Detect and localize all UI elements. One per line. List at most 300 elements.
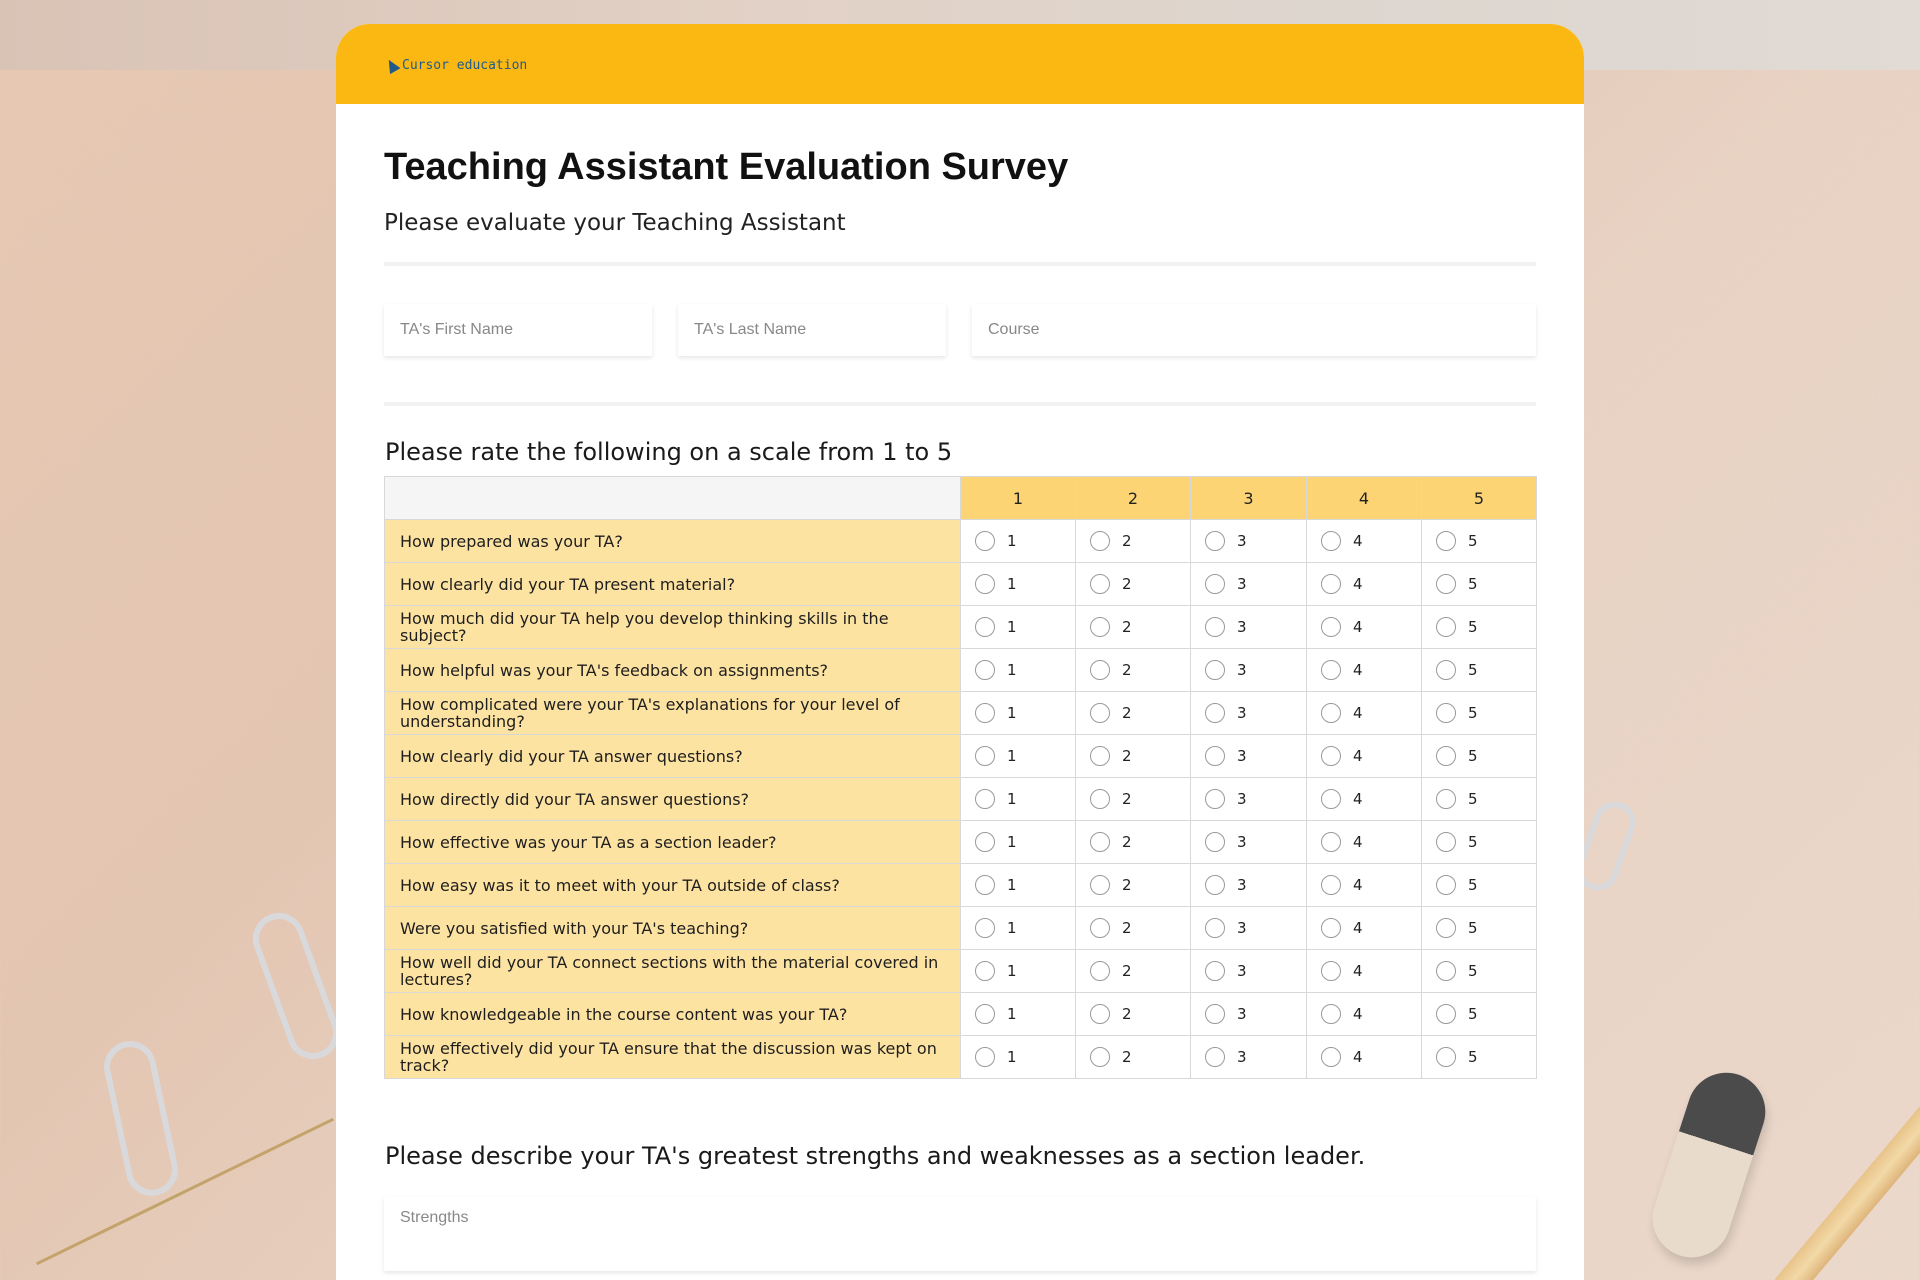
rating-option[interactable] (1076, 692, 1191, 735)
radio-option[interactable] (1307, 789, 1421, 809)
table-row (385, 778, 1537, 821)
rating-option[interactable] (961, 993, 1076, 1036)
radio-button[interactable] (975, 746, 995, 766)
radio-button[interactable] (1205, 875, 1225, 895)
radio-option[interactable] (1191, 1047, 1306, 1067)
radio-button[interactable] (1436, 617, 1456, 637)
course-placeholder: Course (988, 321, 1040, 338)
radio-option[interactable] (1422, 1004, 1536, 1024)
radio-option[interactable] (1191, 789, 1306, 809)
rating-option[interactable] (1422, 735, 1537, 778)
question-label: How well did your TA connect sections with the material covered in lectures? (385, 950, 961, 993)
rating-option[interactable] (1076, 606, 1191, 649)
radio-option[interactable] (1307, 1047, 1421, 1067)
rating-section-title: Please rate the following on a scale from 1 to 5 (385, 438, 953, 466)
radio-button[interactable] (1090, 574, 1110, 594)
radio-option[interactable] (1422, 918, 1536, 938)
radio-button[interactable] (1205, 746, 1225, 766)
question-label: How prepared was your TA? (385, 520, 961, 563)
radio-label: 5 (1468, 833, 1478, 851)
rating-option[interactable] (961, 907, 1076, 950)
radio-label: 5 (1468, 532, 1478, 550)
radio-button[interactable] (1321, 1004, 1341, 1024)
table-row (385, 649, 1537, 692)
radio-button[interactable] (1090, 832, 1110, 852)
radio-option[interactable] (1076, 1047, 1190, 1067)
radio-label: 1 (1007, 919, 1017, 937)
table-row (385, 1036, 1537, 1079)
radio-option[interactable] (961, 918, 1075, 938)
radio-option[interactable] (1076, 832, 1190, 852)
radio-option[interactable] (1191, 703, 1306, 723)
radio-label: 1 (1007, 575, 1017, 593)
eraser-icon (1643, 1063, 1776, 1268)
rating-option[interactable] (961, 606, 1076, 649)
radio-button[interactable] (1436, 918, 1456, 938)
rating-option[interactable] (1307, 950, 1422, 993)
radio-label: 1 (1007, 790, 1017, 808)
rating-option[interactable] (1422, 864, 1537, 907)
radio-label: 1 (1007, 1005, 1017, 1023)
radio-button[interactable] (1205, 531, 1225, 551)
radio-option[interactable] (1307, 574, 1421, 594)
radio-button[interactable] (1205, 1004, 1225, 1024)
rating-option[interactable] (1422, 1036, 1537, 1079)
radio-button[interactable] (975, 832, 995, 852)
radio-button[interactable] (975, 660, 995, 680)
rating-option[interactable] (1076, 821, 1191, 864)
radio-option[interactable] (1076, 918, 1190, 938)
radio-label: 3 (1237, 790, 1247, 808)
rating-option[interactable] (1076, 993, 1191, 1036)
radio-label: 5 (1468, 962, 1478, 980)
radio-option[interactable] (1191, 961, 1306, 981)
radio-label: 5 (1468, 919, 1478, 937)
rating-option[interactable] (1076, 1036, 1191, 1079)
radio-option[interactable] (961, 832, 1075, 852)
scale-header: 4 (1307, 477, 1422, 520)
question-label: How much did your TA help you develop thinking skills in the subject? (385, 606, 961, 649)
rating-option[interactable] (1307, 649, 1422, 692)
rating-option[interactable] (961, 692, 1076, 735)
table-row (385, 563, 1537, 606)
rating-option[interactable] (1191, 1036, 1307, 1079)
matrix-corner (385, 477, 961, 520)
radio-option[interactable] (1191, 875, 1306, 895)
radio-button[interactable] (1205, 617, 1225, 637)
table-row (385, 864, 1537, 907)
rating-option[interactable] (961, 520, 1076, 563)
radio-label: 2 (1122, 661, 1132, 679)
radio-button[interactable] (1436, 1047, 1456, 1067)
radio-label: 5 (1468, 661, 1478, 679)
rating-option[interactable] (1307, 606, 1422, 649)
radio-label: 2 (1122, 575, 1132, 593)
radio-button[interactable] (1436, 1004, 1456, 1024)
radio-label: 5 (1468, 876, 1478, 894)
rating-option[interactable] (1307, 778, 1422, 821)
rating-option[interactable] (1422, 950, 1537, 993)
radio-label: 3 (1237, 618, 1247, 636)
table-row (385, 735, 1537, 778)
radio-label: 1 (1007, 1048, 1017, 1066)
rating-option[interactable] (1307, 864, 1422, 907)
radio-option[interactable] (1076, 789, 1190, 809)
radio-option[interactable] (1191, 746, 1306, 766)
rating-option[interactable] (961, 649, 1076, 692)
radio-label: 5 (1468, 790, 1478, 808)
rating-option[interactable] (1422, 563, 1537, 606)
radio-button[interactable] (1205, 660, 1225, 680)
radio-label: 4 (1353, 618, 1363, 636)
rating-option[interactable] (1191, 864, 1307, 907)
radio-button[interactable] (975, 1004, 995, 1024)
radio-option[interactable] (1422, 660, 1536, 680)
radio-option[interactable] (961, 574, 1075, 594)
radio-option[interactable] (1422, 574, 1536, 594)
radio-option[interactable] (961, 1047, 1075, 1067)
radio-label: 5 (1468, 747, 1478, 765)
radio-label: 3 (1237, 919, 1247, 937)
pencil-icon (1773, 1090, 1920, 1280)
radio-option[interactable] (1307, 832, 1421, 852)
radio-button[interactable] (1090, 703, 1110, 723)
radio-label: 5 (1468, 575, 1478, 593)
scale-header: 2 (1076, 477, 1191, 520)
rating-option[interactable] (1307, 821, 1422, 864)
rating-option[interactable] (1422, 821, 1537, 864)
radio-label: 4 (1353, 790, 1363, 808)
radio-button[interactable] (975, 1047, 995, 1067)
radio-button[interactable] (1436, 574, 1456, 594)
rating-option[interactable] (1191, 907, 1307, 950)
radio-button[interactable] (1090, 1047, 1110, 1067)
question-label: How helpful was your TA's feedback on assignments? (385, 649, 961, 692)
rating-option[interactable] (1076, 778, 1191, 821)
rating-option[interactable] (1307, 692, 1422, 735)
scale-header: 1 (961, 477, 1076, 520)
rating-option[interactable] (1076, 649, 1191, 692)
rating-option[interactable] (1076, 520, 1191, 563)
radio-button[interactable] (1205, 918, 1225, 938)
radio-button[interactable] (1321, 875, 1341, 895)
radio-label: 1 (1007, 833, 1017, 851)
radio-label: 4 (1353, 962, 1363, 980)
page-subtitle: Please evaluate your Teaching Assistant (384, 210, 846, 236)
radio-button[interactable] (975, 531, 995, 551)
radio-button[interactable] (1205, 789, 1225, 809)
card-header (336, 24, 1584, 104)
radio-button[interactable] (1090, 1004, 1110, 1024)
radio-option[interactable] (1422, 746, 1536, 766)
radio-label: 3 (1237, 661, 1247, 679)
rating-option[interactable] (1191, 735, 1307, 778)
rating-option[interactable] (1422, 520, 1537, 563)
rating-option[interactable] (1076, 563, 1191, 606)
divider (384, 402, 1536, 406)
radio-option[interactable] (1422, 875, 1536, 895)
rating-option[interactable] (1076, 950, 1191, 993)
last-name-placeholder: TA's Last Name (694, 321, 807, 338)
radio-label: 5 (1468, 1048, 1478, 1066)
radio-button[interactable] (1205, 574, 1225, 594)
cursor-icon (384, 57, 401, 74)
radio-button[interactable] (1436, 660, 1456, 680)
radio-option[interactable] (1307, 746, 1421, 766)
rating-option[interactable] (1422, 907, 1537, 950)
radio-button[interactable] (975, 703, 995, 723)
radio-option[interactable] (1076, 1004, 1190, 1024)
radio-option[interactable] (961, 531, 1075, 551)
radio-label: 1 (1007, 618, 1017, 636)
rating-option[interactable] (1191, 649, 1307, 692)
radio-button[interactable] (1090, 531, 1110, 551)
radio-label: 1 (1007, 876, 1017, 894)
radio-button[interactable] (975, 574, 995, 594)
matrix-header-row (385, 477, 1537, 520)
radio-option[interactable] (961, 746, 1075, 766)
radio-button[interactable] (1436, 875, 1456, 895)
brand-name: Cursor education (402, 58, 528, 73)
rating-option[interactable] (1076, 864, 1191, 907)
rating-option[interactable] (1422, 692, 1537, 735)
radio-button[interactable] (1090, 961, 1110, 981)
radio-option[interactable] (1076, 961, 1190, 981)
question-label: How directly did your TA answer questions? (385, 778, 961, 821)
question-label: Were you satisfied with your TA's teaching? (385, 907, 961, 950)
radio-label: 2 (1122, 532, 1132, 550)
radio-label: 4 (1353, 575, 1363, 593)
table-row (385, 692, 1537, 735)
rating-option[interactable] (961, 950, 1076, 993)
radio-button[interactable] (1436, 832, 1456, 852)
radio-label: 3 (1237, 1048, 1247, 1066)
radio-option[interactable] (961, 961, 1075, 981)
radio-button[interactable] (1321, 617, 1341, 637)
radio-label: 2 (1122, 1048, 1132, 1066)
radio-button[interactable] (1090, 660, 1110, 680)
radio-button[interactable] (975, 918, 995, 938)
rating-matrix (384, 476, 1537, 1079)
radio-label: 4 (1353, 532, 1363, 550)
table-row (385, 821, 1537, 864)
radio-label: 3 (1237, 704, 1247, 722)
radio-label: 3 (1237, 833, 1247, 851)
radio-option[interactable] (1422, 832, 1536, 852)
radio-option[interactable] (1076, 574, 1190, 594)
radio-option[interactable] (1191, 617, 1306, 637)
rating-option[interactable] (1307, 520, 1422, 563)
radio-button[interactable] (1205, 961, 1225, 981)
rating-option[interactable] (1307, 1036, 1422, 1079)
radio-option[interactable] (1191, 660, 1306, 680)
radio-option[interactable] (961, 703, 1075, 723)
question-label: How effectively did your TA ensure that the discussion was kept on track? (385, 1036, 961, 1079)
radio-label: 4 (1353, 1005, 1363, 1023)
radio-button[interactable] (1090, 746, 1110, 766)
radio-option[interactable] (1422, 789, 1536, 809)
radio-option[interactable] (961, 875, 1075, 895)
radio-option[interactable] (1307, 961, 1421, 981)
radio-option[interactable] (1307, 660, 1421, 680)
rating-option[interactable] (1191, 993, 1307, 1036)
radio-button[interactable] (1321, 789, 1341, 809)
radio-button[interactable] (1321, 1047, 1341, 1067)
radio-option[interactable] (1307, 531, 1421, 551)
radio-label: 4 (1353, 876, 1363, 894)
radio-button[interactable] (1090, 789, 1110, 809)
radio-label: 1 (1007, 962, 1017, 980)
rating-option[interactable] (1191, 821, 1307, 864)
radio-option[interactable] (1422, 961, 1536, 981)
rating-option[interactable] (1191, 606, 1307, 649)
radio-label: 3 (1237, 876, 1247, 894)
rating-option[interactable] (961, 563, 1076, 606)
divider (384, 262, 1536, 266)
radio-option[interactable] (1191, 574, 1306, 594)
radio-button[interactable] (1205, 703, 1225, 723)
radio-button[interactable] (1090, 918, 1110, 938)
radio-button[interactable] (1205, 1047, 1225, 1067)
radio-option[interactable] (1191, 1004, 1306, 1024)
radio-button[interactable] (1321, 746, 1341, 766)
radio-option[interactable] (1307, 918, 1421, 938)
course-field[interactable] (972, 304, 1536, 356)
radio-option[interactable] (1307, 1004, 1421, 1024)
question-label: How knowledgeable in the course content was your TA? (385, 993, 961, 1036)
rating-option[interactable] (1191, 778, 1307, 821)
radio-label: 3 (1237, 747, 1247, 765)
ta-last-name-field[interactable] (678, 304, 946, 356)
radio-option[interactable] (1191, 832, 1306, 852)
radio-option[interactable] (1191, 531, 1306, 551)
rating-option[interactable] (961, 735, 1076, 778)
radio-label: 2 (1122, 1005, 1132, 1023)
radio-label: 2 (1122, 962, 1132, 980)
radio-label: 5 (1468, 1005, 1478, 1023)
radio-button[interactable] (1090, 617, 1110, 637)
radio-option[interactable] (1422, 1047, 1536, 1067)
radio-option[interactable] (1422, 617, 1536, 637)
radio-label: 1 (1007, 747, 1017, 765)
rating-option[interactable] (961, 778, 1076, 821)
radio-button[interactable] (1436, 703, 1456, 723)
radio-label: 3 (1237, 1005, 1247, 1023)
radio-button[interactable] (1321, 703, 1341, 723)
radio-button[interactable] (1205, 832, 1225, 852)
table-row (385, 520, 1537, 563)
rating-option[interactable] (1076, 735, 1191, 778)
radio-label: 1 (1007, 661, 1017, 679)
radio-button[interactable] (1321, 574, 1341, 594)
radio-label: 5 (1468, 704, 1478, 722)
rating-option[interactable] (1191, 950, 1307, 993)
radio-option[interactable] (1191, 918, 1306, 938)
radio-label: 1 (1007, 532, 1017, 550)
rating-option[interactable] (961, 821, 1076, 864)
radio-option[interactable] (1076, 660, 1190, 680)
radio-option[interactable] (961, 789, 1075, 809)
radio-option[interactable] (1076, 703, 1190, 723)
radio-button[interactable] (1436, 961, 1456, 981)
radio-label: 4 (1353, 1048, 1363, 1066)
radio-label: 5 (1468, 618, 1478, 636)
first-name-placeholder: TA's First Name (400, 321, 513, 338)
radio-option[interactable] (961, 1004, 1075, 1024)
strengths-section-title: Please describe your TA's greatest strengths and weaknesses as a section leader. (385, 1142, 1366, 1170)
rating-option[interactable] (1307, 563, 1422, 606)
radio-button[interactable] (1321, 531, 1341, 551)
rating-option[interactable] (1307, 907, 1422, 950)
radio-button[interactable] (1321, 660, 1341, 680)
radio-button[interactable] (1436, 531, 1456, 551)
radio-button[interactable] (975, 617, 995, 637)
decorative-stick (36, 1118, 334, 1265)
radio-option[interactable] (1307, 875, 1421, 895)
radio-button[interactable] (975, 789, 995, 809)
radio-button[interactable] (1321, 918, 1341, 938)
rating-option[interactable] (1422, 778, 1537, 821)
radio-button[interactable] (1090, 875, 1110, 895)
radio-option[interactable] (961, 617, 1075, 637)
radio-option[interactable] (1307, 617, 1421, 637)
question-label: How effective was your TA as a section leader? (385, 821, 961, 864)
radio-option[interactable] (1422, 531, 1536, 551)
radio-option[interactable] (1076, 617, 1190, 637)
scale-header: 3 (1191, 477, 1307, 520)
radio-option[interactable] (961, 660, 1075, 680)
rating-option[interactable] (961, 1036, 1076, 1079)
radio-button[interactable] (1436, 789, 1456, 809)
radio-option[interactable] (1076, 531, 1190, 551)
brand-logo[interactable] (386, 58, 527, 73)
table-row (385, 907, 1537, 950)
ta-first-name-field[interactable] (384, 304, 652, 356)
rating-option[interactable] (1076, 907, 1191, 950)
radio-option[interactable] (1422, 703, 1536, 723)
radio-button[interactable] (1321, 961, 1341, 981)
rating-option[interactable] (1307, 735, 1422, 778)
rating-option[interactable] (1422, 606, 1537, 649)
table-row (385, 993, 1537, 1036)
rating-option[interactable] (961, 864, 1076, 907)
radio-label: 2 (1122, 919, 1132, 937)
rating-option[interactable] (1422, 993, 1537, 1036)
radio-label: 4 (1353, 747, 1363, 765)
radio-button[interactable] (975, 961, 995, 981)
rating-option[interactable] (1191, 520, 1307, 563)
scale-header: 5 (1422, 477, 1537, 520)
question-label: How easy was it to meet with your TA outside of class? (385, 864, 961, 907)
strengths-textarea[interactable] (384, 1197, 1536, 1271)
strengths-placeholder: Strengths (400, 1209, 469, 1226)
radio-label: 2 (1122, 790, 1132, 808)
rating-option[interactable] (1307, 993, 1422, 1036)
radio-button[interactable] (1321, 832, 1341, 852)
radio-option[interactable] (1076, 746, 1190, 766)
radio-option[interactable] (1307, 703, 1421, 723)
rating-option[interactable] (1422, 649, 1537, 692)
rating-option[interactable] (1191, 692, 1307, 735)
radio-option[interactable] (1076, 875, 1190, 895)
table-row (385, 950, 1537, 993)
rating-option[interactable] (1191, 563, 1307, 606)
radio-button[interactable] (1436, 746, 1456, 766)
survey-card (336, 24, 1584, 1280)
radio-label: 2 (1122, 704, 1132, 722)
page-title: Teaching Assistant Evaluation Survey (384, 146, 1069, 188)
radio-button[interactable] (975, 875, 995, 895)
